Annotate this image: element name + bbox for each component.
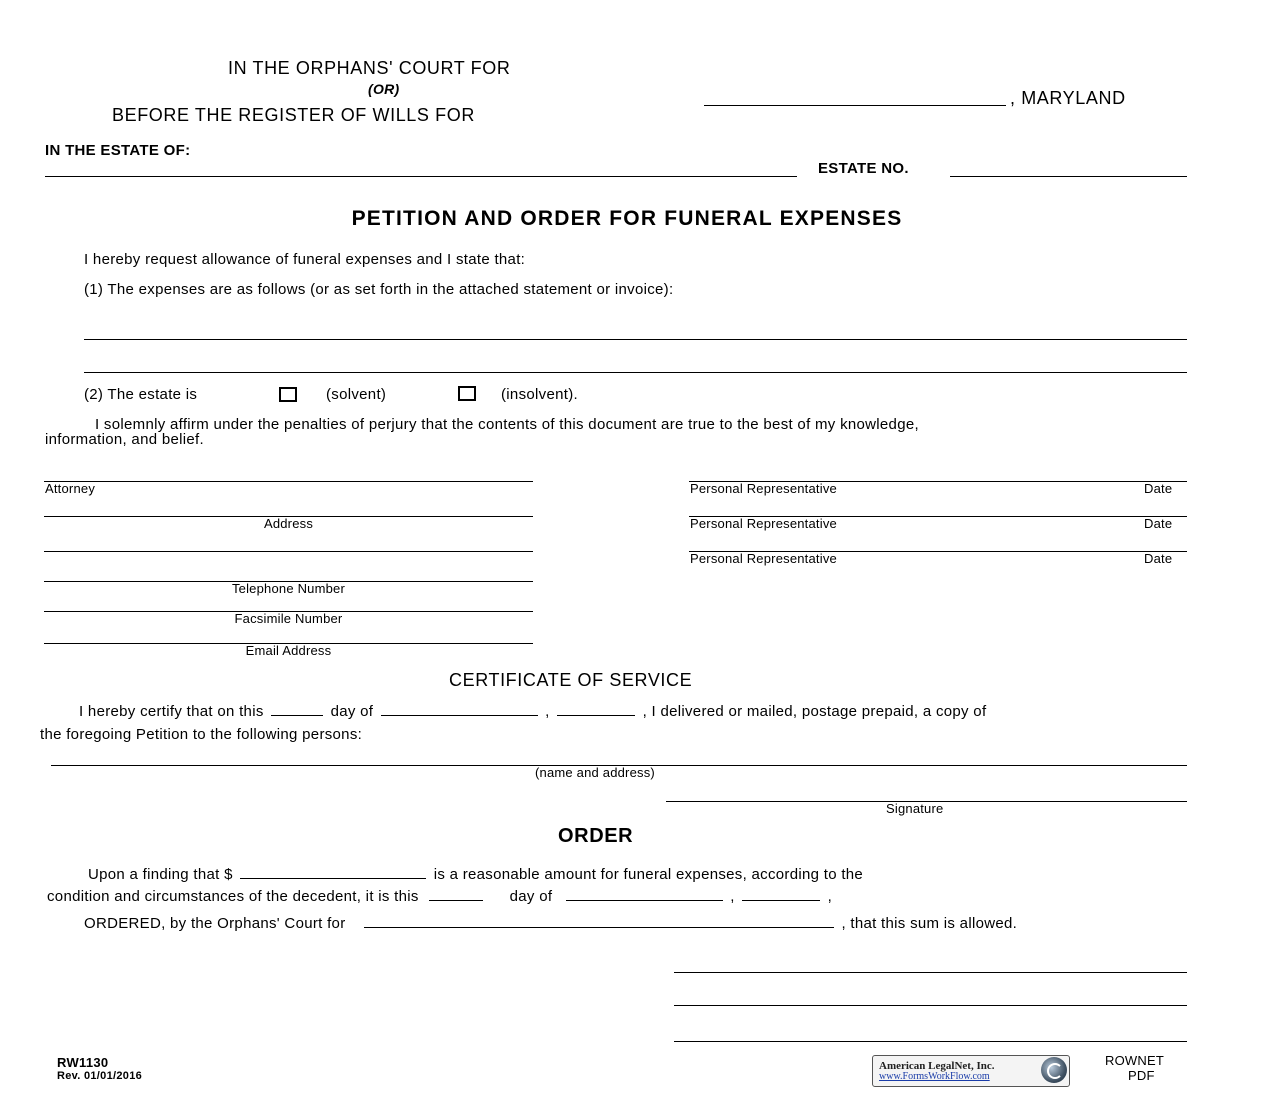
certificate-line-2: the foregoing Petition to the following persons: <box>40 726 363 743</box>
personal-rep-label-2: Personal Representative <box>690 516 837 531</box>
petition-item1: (1) The expenses are as follows (or as set forth in the attached statement or invoice): <box>84 281 674 298</box>
cert-day-blank[interactable] <box>271 714 323 716</box>
address-line-2[interactable] <box>44 551 533 552</box>
order-heading: ORDER <box>558 825 634 847</box>
affirmation-line-1: I solemnly affirm under the penalties of perjury that the contents of this document are true to the best of my knowledge, <box>95 416 919 433</box>
insolvent-label: (insolvent). <box>501 386 578 403</box>
name-address-label: (name and address) <box>535 765 655 780</box>
estate-of-label: IN THE ESTATE OF: <box>45 142 191 159</box>
amount-blank[interactable] <box>240 877 426 879</box>
signature-label: Signature <box>886 801 944 816</box>
insolvent-checkbox[interactable] <box>458 386 476 401</box>
attorney-label: Attorney <box>45 481 96 496</box>
order-year-blank[interactable] <box>742 899 820 901</box>
petition-item2: (2) The estate is <box>84 386 198 403</box>
revision-date: Rev. 01/01/2016 <box>57 1070 143 1082</box>
globe-icon <box>1041 1057 1067 1083</box>
address-label: Address <box>263 516 314 531</box>
personal-rep-label-3: Personal Representative <box>690 551 837 566</box>
register-heading: BEFORE THE REGISTER OF WILLS FOR <box>112 105 475 125</box>
affirmation-line-2: information, and belief. <box>45 431 204 448</box>
judge-signature-line-2[interactable] <box>674 1005 1187 1006</box>
court-heading: IN THE ORPHANS' COURT FOR <box>228 58 511 78</box>
estate-no-line[interactable] <box>950 176 1187 177</box>
solvent-checkbox[interactable] <box>279 387 297 402</box>
form-id: RW1130 <box>57 1055 109 1070</box>
county-line[interactable] <box>704 105 1006 106</box>
court-county-blank[interactable] <box>364 926 834 928</box>
expenses-line-2[interactable] <box>84 372 1187 373</box>
solvent-label: (solvent) <box>326 386 387 403</box>
page-title: PETITION AND ORDER FOR FUNERAL EXPENSES <box>351 207 903 230</box>
judge-signature-line-3[interactable] <box>674 1041 1187 1042</box>
date-label-1: Date <box>1144 481 1173 496</box>
certificate-line-1: I hereby certify that on this day of , , I delivered or mailed, postage prepaid, a copy of <box>79 703 987 720</box>
order-month-blank[interactable] <box>566 899 723 901</box>
date-label-3: Date <box>1144 551 1173 566</box>
facsimile-label: Facsimile Number <box>234 611 343 626</box>
expenses-line-1[interactable] <box>84 339 1187 340</box>
or-label: (OR) <box>368 81 400 97</box>
rownet-label: ROWNET <box>1105 1053 1164 1068</box>
email-label: Email Address <box>245 643 332 658</box>
state-label: , MARYLAND <box>1010 88 1126 108</box>
cert-month-blank[interactable] <box>381 714 538 716</box>
order-day-blank[interactable] <box>429 899 483 901</box>
estate-name-line[interactable] <box>45 176 797 177</box>
estate-no-label: ESTATE NO. <box>818 160 909 177</box>
order-line-2: condition and circumstances of the decedent, it is this day of , , <box>47 888 833 905</box>
pdf-label: PDF <box>1128 1068 1155 1083</box>
american-legalnet-logo[interactable]: American LegalNet, Inc. www.FormsWorkFlow.com <box>872 1055 1070 1087</box>
cert-year-blank[interactable] <box>557 714 635 716</box>
judge-signature-line-1[interactable] <box>674 972 1187 973</box>
petition-intro: I hereby request allowance of funeral expenses and I state that: <box>84 251 526 268</box>
personal-rep-label-1: Personal Representative <box>690 481 837 496</box>
attorney-signature-line[interactable] <box>44 481 533 482</box>
certificate-heading: CERTIFICATE OF SERVICE <box>449 670 693 690</box>
order-line-1: Upon a finding that $ is a reasonable amount for funeral expenses, according to the <box>88 866 864 883</box>
order-line-3: ORDERED, by the Orphans' Court for , that this sum is allowed. <box>84 915 1018 932</box>
date-label-2: Date <box>1144 516 1173 531</box>
telephone-label: Telephone Number <box>231 581 346 596</box>
